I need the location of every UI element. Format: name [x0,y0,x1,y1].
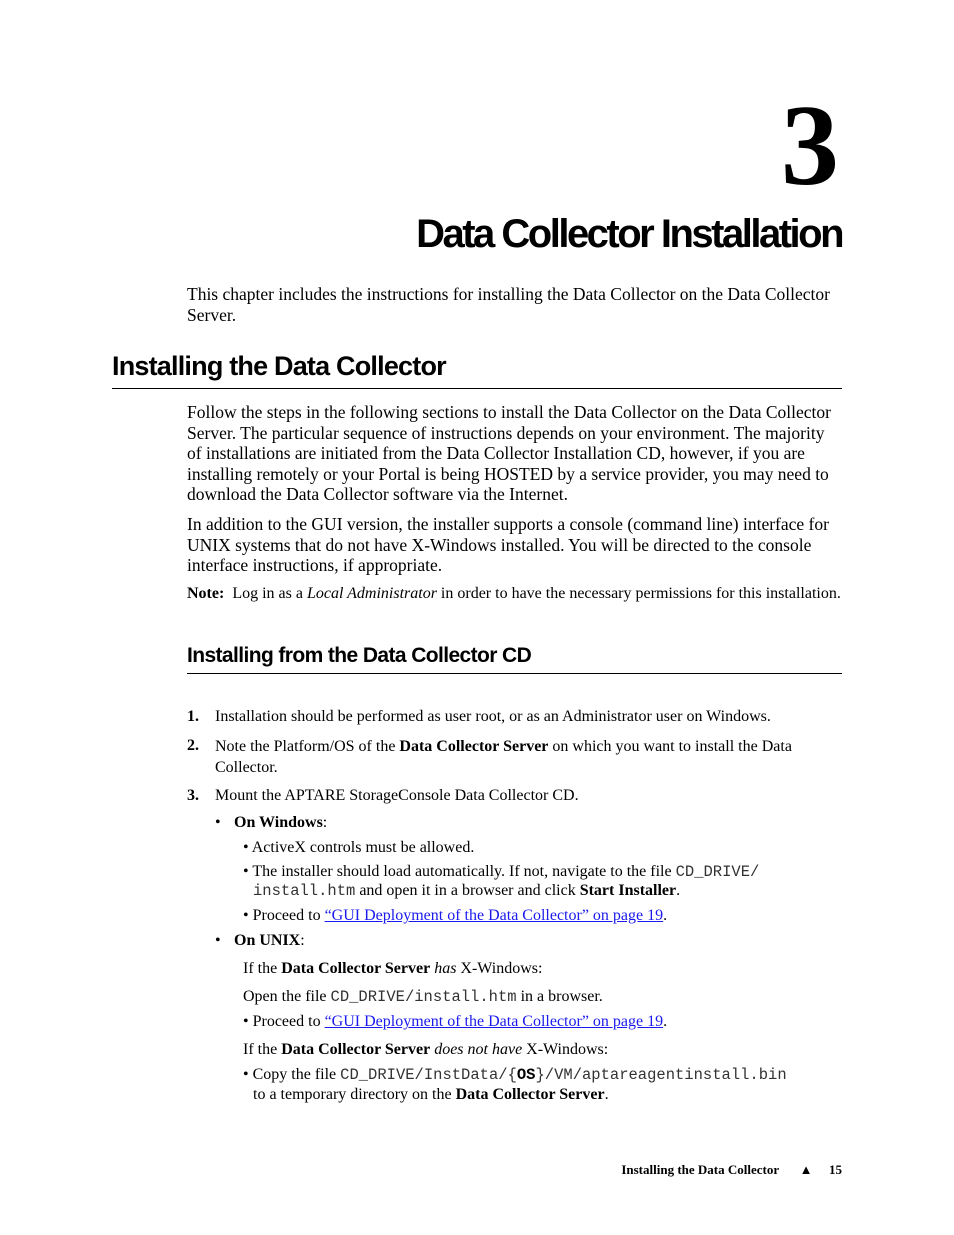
unix-heading: On UNIX: [234,932,305,949]
chapter-number: 3 [781,82,839,210]
note-text-pre: Log in as a [232,585,303,602]
emphasis: has [434,960,457,977]
installer-code-path-2: install.htm [253,881,356,900]
step-number: 3. [187,787,199,804]
step-text-pre: Note the Platform/OS of the [215,738,396,755]
code-path: CD_DRIVE/install.htm [330,988,517,1006]
server-name: Data Collector Server [281,1041,431,1058]
emphasis: does not have [434,1041,523,1058]
unix-label: On UNIX [234,932,301,949]
windows-item-proceed: • Proceed to “GUI Deployment of the Data Collector” on page 19. [243,907,668,924]
chapter-intro: This chapter includes the instructions for installing the Data Collector on the Data Collector Server. [187,284,830,325]
text-fragment: If the [243,1041,278,1058]
page-number: 15 [829,1162,842,1177]
note-emphasis: Local Administrator [306,585,437,602]
windows-item-activex: • ActiveX controls must be allowed. [243,839,475,856]
unix-item-copy: • Copy the file CD_DRIVE/InstData/{OS}/VM/aptareagentinstall.bin to a temporary directory on the Data Collector Server. [243,1066,787,1103]
gui-deployment-link[interactable]: “GUI Deployment of the Data Collector” on page 19 [324,1013,664,1030]
step-text: Installation should be performed as user root, or as an Administrator user on Windows. [215,708,771,725]
section-rule [112,388,842,389]
unix-bullet: • [215,932,221,949]
section-heading: Installing the Data Collector [112,351,446,381]
section-paragraph-1: Follow the steps in the following sections to install the Data Collector on the Data Collector Server. The particular sequence of instructions depends on your environment. The majority of installations are initiated from the Data Collector Installation CD, however, if you are installing remotely or your Portal is being HOSTED by a service provider, you may need to download the Data Collector software via the Internet. [187,402,831,504]
text-fragment: in a browser. [520,988,603,1005]
proceed-text: • Proceed to [243,1013,321,1030]
text-fragment: to a temporary directory on the [253,1086,452,1103]
subsection-heading: Installing from the Data Collector CD [187,644,532,667]
server-name: Data Collector Server [281,960,431,977]
windows-bullet: • [215,814,221,831]
windows-heading: On Windows: [234,814,328,831]
unix-no-xwindows [243,1040,608,1059]
windows-item-installer: • The installer should load automatically. If not, navigate to the file CD_DRIVE/ install.htm and open it in a browser and click Start Installer. [243,863,760,900]
text-fragment: X-Windows: [526,1041,609,1058]
note-text-post: in order to have the necessary permissions for this installation. [440,585,841,602]
unix-item-proceed: • Proceed to “GUI Deployment of the Data Collector” on page 19. [243,1013,668,1030]
page-footer [621,1162,842,1178]
code-fragment: CD_DRIVE/InstData/{ [340,1066,517,1084]
windows-label: On Windows [234,814,323,831]
text-fragment: Open the file [243,988,327,1005]
chapter-title: Data Collector Installation [416,212,842,256]
installer-text-pre: • The installer should load automatically. If not, navigate to the file [243,863,672,880]
code-path [340,1066,787,1084]
text-fragment: • Copy the file [243,1066,337,1083]
text-fragment: If the [243,960,278,977]
code-variable: OS [516,1066,536,1084]
note-label: Note: [187,585,225,602]
subsection-rule [187,673,842,674]
start-installer-label: Start Installer [579,881,677,899]
unix-open-file [243,987,603,1007]
installer-code-path-1: CD_DRIVE/ [675,863,760,881]
section-paragraph-2: In addition to the GUI version, the installer supports a console (command line) interface for UNIX systems that do not have X-Windows installed. You will be directed to the console interface instructions, if appropriate. [187,514,829,575]
footer-section-title: Installing the Data Collector [621,1162,780,1177]
step-text: Mount the APTARE StorageConsole Data Collector CD. [215,787,579,804]
server-name: Data Collector Server [455,1086,605,1103]
installer-text-mid: and open it in a browser and click [359,881,576,899]
step-text-bold: Data Collector Server [399,738,549,755]
gui-deployment-link[interactable]: “GUI Deployment of the Data Collector” on page 19 [324,907,664,924]
step-text [215,736,842,778]
note [187,584,842,603]
proceed-text: • Proceed to [243,907,321,924]
step-number: 2. [187,737,199,754]
step-text-post: on which you want to install the Data Collector. [215,738,792,776]
triangle-icon: ▲ [799,1162,813,1177]
unix-has-xwindows [243,959,542,978]
text-fragment: X-Windows: [460,960,543,977]
code-fragment: }/VM/aptareagentinstall.bin [535,1066,787,1084]
step-number: 1. [187,708,199,725]
